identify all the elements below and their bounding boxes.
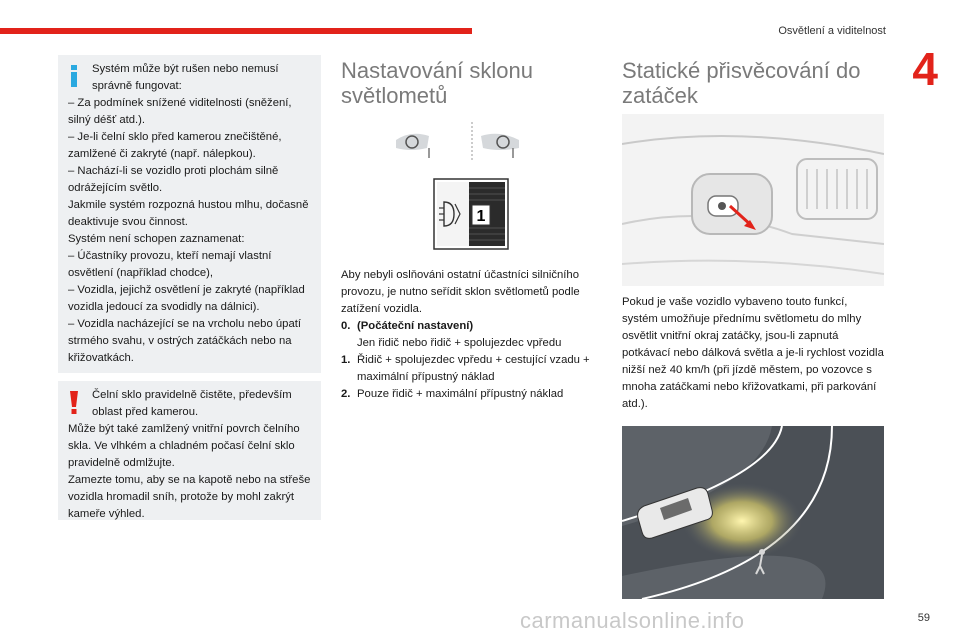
section-title: Osvětlení a viditelnost: [778, 25, 886, 37]
cornering-light-section: [622, 58, 884, 599]
warning-line: Může být také zamlžený vnitřní povrch čelního skla. Ve vlhkém a chladném počasí čelní sklo pravidelně odmlžujte.: [68, 423, 300, 469]
list-number: 1.: [341, 354, 351, 366]
list-item: [341, 352, 603, 386]
headlamp-high-icon: [481, 134, 519, 158]
info-line: – Nachází-li se vozidlo proti plochám silně odrážejícím světlo.: [68, 165, 279, 194]
dial-value: 1: [476, 208, 486, 225]
list-text: Řidič + spolujezdec vpředu + cestující vzadu + maximální přípustný náklad: [357, 354, 590, 383]
info-box: [58, 55, 321, 373]
warning-line: Čelní sklo pravidelně čistěte, především oblast před kamerou.: [92, 389, 292, 418]
info-icon: [67, 65, 81, 87]
section-heading: Nastavování sklonu světlometů: [341, 58, 533, 108]
info-line: – Vozidla, jejichž osvětlení je zakryté (například vozidla jedoucí za svodidly na dálnici).: [68, 284, 305, 313]
list-item: [341, 386, 603, 403]
info-line: – Za podmínek snížené viditelnosti (sněžení, silný déšť atd.).: [68, 97, 292, 126]
fog-lamp-illustration: [622, 114, 884, 286]
chapter-number: 4: [912, 43, 938, 95]
warning-line: Zamezte tomu, aby se na kapotě nebo na střeše vozidla hromadil sníh, protože by mohl zakrýt kameře výhled.: [68, 474, 311, 520]
headlamp-levelling-section: [341, 58, 603, 403]
page-number: 59: [917, 612, 930, 624]
list-item: [341, 318, 603, 352]
list-number: 2.: [341, 388, 351, 400]
info-line: – Je-li čelní sklo před kamerou znečištěné, zamlžené či zakryté (např. nálepkou).: [68, 131, 282, 160]
cornering-description: Pokud je vaše vozidlo vybaveno touto funkcí, systém umožňuje přednímu světlometu do mlhy osvětlit vnitřní okraj zatáčky, jsou-li zapnutá potkávací nebo dálková světla a je-li rychlost vozidla nižší než 40 km/h (při jízdě městem, po vozovce s mnoha zatáčkami nebo křižovatkami, při parkování atd.).: [622, 296, 884, 410]
list-text: (Počáteční nastavení): [357, 320, 474, 332]
warning-icon: [67, 391, 81, 415]
info-line: Systém může být rušen nebo nemusí správně fungovat:: [92, 63, 279, 92]
info-line: Systém není schopen zaznamenat:: [68, 233, 245, 245]
section-heading: Statické přisvěcování do zatáček: [622, 58, 861, 108]
header-accent-bar: [0, 28, 472, 34]
list-subtext: Jen řidič nebo řidič + spolujezdec vpředu: [357, 337, 562, 349]
levelling-intro: Aby nebyli oslňováni ostatní účastníci silničního provozu, je nutno seřídit sklon světlometů podle zatížení vozidla.: [341, 269, 580, 315]
list-text: Pouze řidič + maximální přípustný náklad: [357, 388, 564, 400]
cornering-beam-illustration: [622, 426, 884, 599]
warning-box: [58, 381, 321, 520]
list-number: 0.: [341, 320, 351, 332]
info-line: – Účastníky provozu, kteří nemají vlastní osvětlení (například chodce),: [68, 250, 272, 279]
headlamp-levelling-illustration: [341, 122, 603, 257]
headlamp-low-icon: [396, 134, 429, 158]
watermark: carmanualsonline.info: [520, 608, 745, 633]
levelling-dial: [434, 179, 508, 249]
info-line: Jakmile systém rozpozná hustou mlhu, dočasně deaktivuje svou činnost.: [68, 199, 309, 228]
info-line: – Vozidla nacházející se na vrcholu nebo úpatí strmého svahu, v ostrých zatáčkách nebo na křižovatkách.: [68, 318, 301, 364]
